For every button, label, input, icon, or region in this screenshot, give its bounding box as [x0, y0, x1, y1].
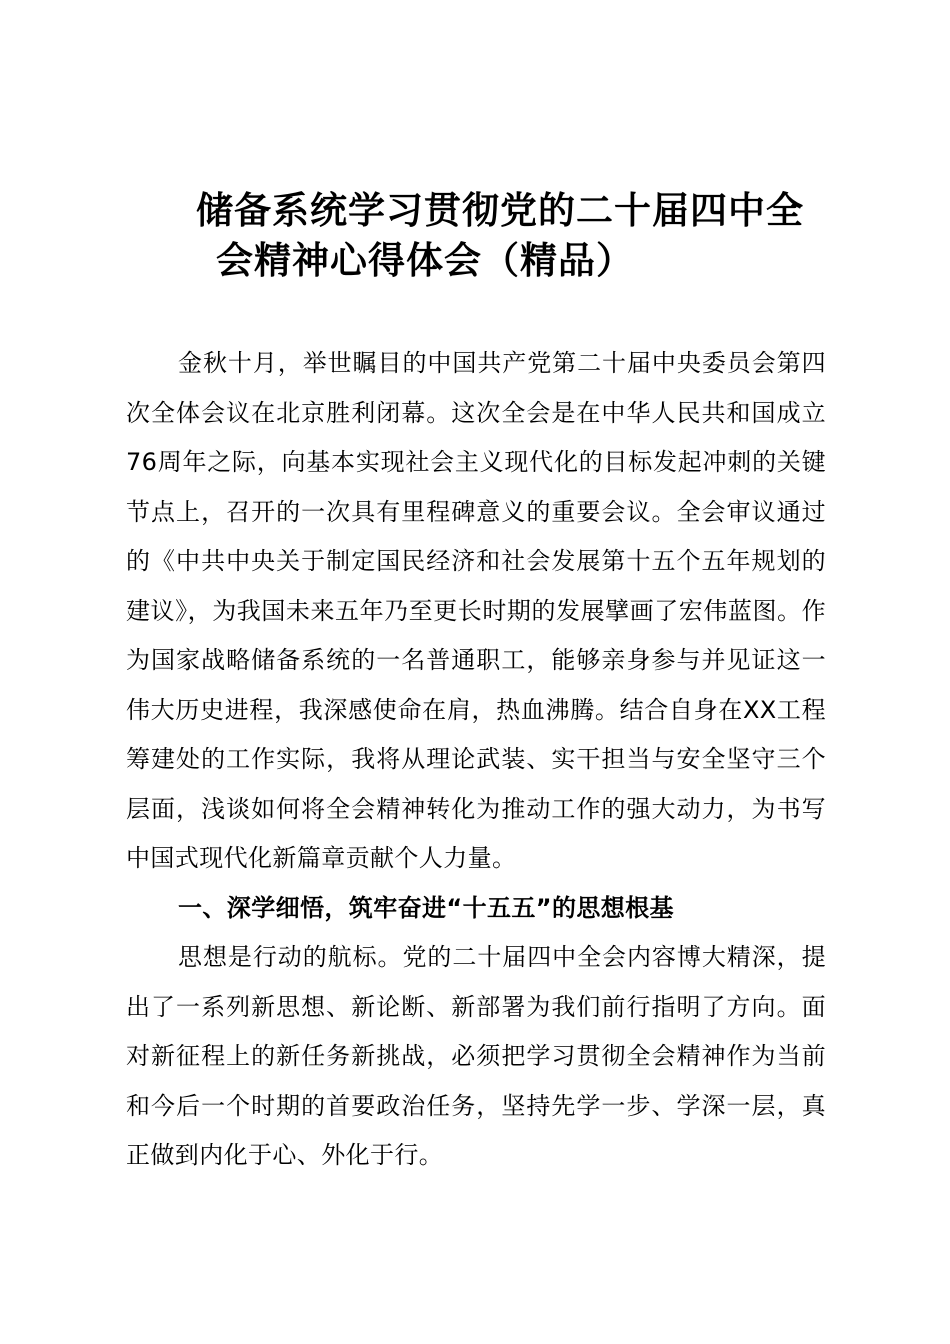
- intro-paragraph: 金秋十月，举世瞩目的中国共产党第二十届中央委员会第四次全体会议在北京胜利闭幕。这次全会是在中华人民共和国成立76周年之际，向基本实现社会主义现代化的目标发起冲刺的关键节点上，召开的一次具有里程碑意义的重要会议。全会审议通过的《中共中央关于制定国民经济和社会发展第十五个五年规划的建议》，为我国未来五年乃至更长时期的发展擘画了宏伟蓝图。作为国家战略储备系统的一名普通职工，能够亲身参与并见证这一伟大历史进程，我深感使命在肩，热血沸腾。结合自身在XX工程筹建处的工作实际，我将从理论武装、实干担当与安全坚守三个层面，浅谈如何将全会精神转化为推动工作的强大动力，为书写中国式现代化新篇章贡献个人力量。: [126, 349, 826, 872]
- section-paragraph: 思想是行动的航标。党的二十届四中全会内容博大精深，提出了一系列新思想、新论断、新部署为我们前行指明了方向。面对新征程上的新任务新挑战，必须把学习贯彻全会精神作为当前和今后一个时期的首要政治任务，坚持先学一步、学深一层，真正做到内化于心、外化于行。: [126, 943, 826, 1169]
- document-body: [126, 339, 826, 1181]
- title-line-2: 会精神心得体会（精品）: [216, 239, 634, 282]
- section-heading: 一、深学细悟，筑牢奋进“十五五”的思想根基: [178, 893, 674, 922]
- title-line-1: 储备系统学习贯彻党的二十届四中全: [196, 189, 804, 232]
- document-title: [150, 186, 850, 286]
